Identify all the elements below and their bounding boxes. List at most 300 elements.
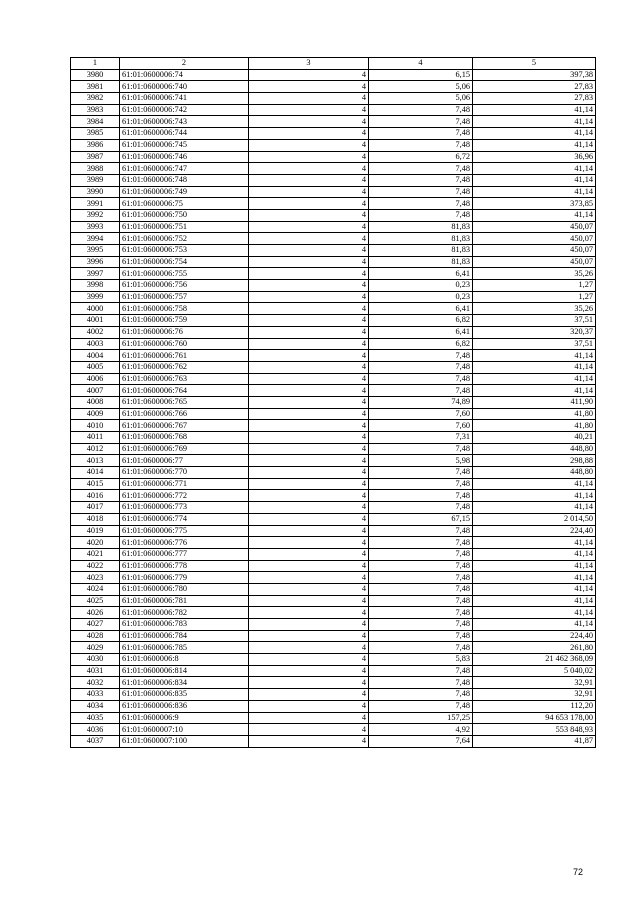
table-row [71, 396, 596, 408]
table-cell-col-1: 4014 [71, 467, 120, 479]
table-cell-col-5: 450,07 [473, 233, 596, 245]
table-cell-col-4: 7,60 [369, 420, 473, 432]
table-cell-col-3: 4 [249, 291, 369, 303]
table-cell-col-1: 3992 [71, 209, 120, 221]
table-cell-col-3: 4 [249, 502, 369, 514]
table-cell-col-3: 4 [249, 619, 369, 631]
table-cell-col-4: 6,82 [369, 338, 473, 350]
table-cell-col-2: 61:01:0600006:779 [120, 572, 249, 584]
data-table [70, 57, 596, 748]
table-cell-col-3: 4 [249, 280, 369, 292]
table-cell-col-2: 61:01:0600006:780 [120, 583, 249, 595]
table-cell-col-5: 41,14 [473, 619, 596, 631]
table-cell-col-3: 4 [249, 595, 369, 607]
table-row [71, 642, 596, 654]
table-cell-col-1: 4016 [71, 490, 120, 502]
table-cell-col-1: 4001 [71, 315, 120, 327]
table-cell-col-5: 411,90 [473, 396, 596, 408]
table-row [71, 490, 596, 502]
table-cell-col-5: 448,80 [473, 467, 596, 479]
table-cell-col-1: 4012 [71, 443, 120, 455]
table-cell-col-1: 4017 [71, 502, 120, 514]
table-row [71, 619, 596, 631]
table-cell-col-2: 61:01:0600006:741 [120, 93, 249, 105]
table-cell-col-3: 4 [249, 560, 369, 572]
table-cell-col-4: 6,41 [369, 303, 473, 315]
table-cell-col-3: 4 [249, 256, 369, 268]
column-header-2: 2 [120, 58, 249, 70]
table-cell-col-1: 4002 [71, 326, 120, 338]
table-cell-col-1: 4036 [71, 724, 120, 736]
table-cell-col-4: 7,48 [369, 174, 473, 186]
table-cell-col-4: 7,48 [369, 163, 473, 175]
table-cell-col-1: 4015 [71, 478, 120, 490]
table-cell-col-2: 61:01:0600006:758 [120, 303, 249, 315]
table-cell-col-2: 61:01:0600006:769 [120, 443, 249, 455]
table-cell-col-5: 41,14 [473, 128, 596, 140]
table-cell-col-4: 5,98 [369, 455, 473, 467]
table-row [71, 256, 596, 268]
table-cell-col-1: 4031 [71, 665, 120, 677]
table-cell-col-4: 7,48 [369, 607, 473, 619]
table-row [71, 443, 596, 455]
table-row [71, 689, 596, 701]
table-cell-col-4: 7,48 [369, 583, 473, 595]
table-row [71, 291, 596, 303]
table-cell-col-5: 397,38 [473, 69, 596, 81]
table-cell-col-1: 4033 [71, 689, 120, 701]
table-cell-col-3: 4 [249, 689, 369, 701]
table-cell-col-1: 4019 [71, 525, 120, 537]
table-cell-col-4: 67,15 [369, 513, 473, 525]
table-row [71, 338, 596, 350]
table-cell-col-4: 81,83 [369, 245, 473, 257]
table-cell-col-2: 61:01:0600006:9 [120, 712, 249, 724]
table-cell-col-2: 61:01:0600006:836 [120, 700, 249, 712]
table-cell-col-3: 4 [249, 338, 369, 350]
table-body [71, 69, 596, 747]
table-cell-col-5: 41,14 [473, 116, 596, 128]
table-cell-col-2: 61:01:0600006:77 [120, 455, 249, 467]
table-cell-col-4: 7,48 [369, 198, 473, 210]
table-cell-col-3: 4 [249, 81, 369, 93]
table-cell-col-3: 4 [249, 420, 369, 432]
table-cell-col-4: 7,48 [369, 665, 473, 677]
table-cell-col-2: 61:01:0600006:770 [120, 467, 249, 479]
table-cell-col-5: 41,80 [473, 420, 596, 432]
table-cell-col-1: 4000 [71, 303, 120, 315]
table-cell-col-5: 27,83 [473, 93, 596, 105]
table-cell-col-2: 61:01:0600006:747 [120, 163, 249, 175]
table-cell-col-5: 35,26 [473, 268, 596, 280]
table-cell-col-5: 41,14 [473, 583, 596, 595]
table-cell-col-2: 61:01:0600006:745 [120, 139, 249, 151]
table-cell-col-1: 3986 [71, 139, 120, 151]
table-cell-col-3: 4 [249, 186, 369, 198]
table-row [71, 69, 596, 81]
table-cell-col-3: 4 [249, 677, 369, 689]
table-cell-col-5: 41,14 [473, 537, 596, 549]
table-cell-col-1: 4029 [71, 642, 120, 654]
table-cell-col-4: 5,06 [369, 81, 473, 93]
table-cell-col-1: 3982 [71, 93, 120, 105]
table-cell-col-2: 61:01:0600006:782 [120, 607, 249, 619]
table-cell-col-3: 4 [249, 455, 369, 467]
table-cell-col-1: 4025 [71, 595, 120, 607]
table-cell-col-2: 61:01:0600006:834 [120, 677, 249, 689]
table-row [71, 209, 596, 221]
table-cell-col-1: 3996 [71, 256, 120, 268]
table-cell-col-5: 41,14 [473, 104, 596, 116]
table-row [71, 139, 596, 151]
table-cell-col-3: 4 [249, 642, 369, 654]
table-cell-col-3: 4 [249, 93, 369, 105]
table-row [71, 303, 596, 315]
table-row [71, 350, 596, 362]
column-header-4: 4 [369, 58, 473, 70]
table-cell-col-4: 7,48 [369, 104, 473, 116]
table-cell-col-3: 4 [249, 373, 369, 385]
table-cell-col-4: 7,48 [369, 373, 473, 385]
table-row [71, 607, 596, 619]
table-cell-col-3: 4 [249, 478, 369, 490]
table-cell-col-1: 4009 [71, 408, 120, 420]
table-cell-col-5: 450,07 [473, 221, 596, 233]
table-cell-col-5: 41,14 [473, 174, 596, 186]
table-cell-col-2: 61:01:0600006:748 [120, 174, 249, 186]
table-row [71, 537, 596, 549]
table-row [71, 361, 596, 373]
table-cell-col-1: 4004 [71, 350, 120, 362]
table-cell-col-2: 61:01:0600006:771 [120, 478, 249, 490]
page-number: 72 [572, 867, 583, 877]
table-cell-col-2: 61:01:0600006:756 [120, 280, 249, 292]
table-cell-col-5: 27,83 [473, 81, 596, 93]
table-row [71, 677, 596, 689]
table-cell-col-2: 61:01:0600006:760 [120, 338, 249, 350]
table-cell-col-4: 7,48 [369, 595, 473, 607]
table-cell-col-3: 4 [249, 104, 369, 116]
table-row [71, 502, 596, 514]
table-row [71, 233, 596, 245]
table-cell-col-1: 3987 [71, 151, 120, 163]
table-cell-col-3: 4 [249, 116, 369, 128]
table-cell-col-2: 61:01:0600006:784 [120, 630, 249, 642]
table-cell-col-1: 4018 [71, 513, 120, 525]
table-cell-col-1: 4013 [71, 455, 120, 467]
table-cell-col-2: 61:01:0600006:752 [120, 233, 249, 245]
table-cell-col-3: 4 [249, 174, 369, 186]
table-cell-col-5: 35,26 [473, 303, 596, 315]
table-row [71, 420, 596, 432]
table-cell-col-5: 261,80 [473, 642, 596, 654]
table-cell-col-5: 298,88 [473, 455, 596, 467]
table-cell-col-2: 61:01:0600006:772 [120, 490, 249, 502]
table-cell-col-2: 61:01:0600006:75 [120, 198, 249, 210]
table-cell-col-3: 4 [249, 139, 369, 151]
table-cell-col-5: 41,14 [473, 548, 596, 560]
table-cell-col-3: 4 [249, 443, 369, 455]
table-cell-col-5: 41,14 [473, 595, 596, 607]
table-cell-col-4: 4,92 [369, 724, 473, 736]
table-cell-col-4: 7,48 [369, 361, 473, 373]
table-cell-col-5: 32,91 [473, 689, 596, 701]
table-cell-col-3: 4 [249, 513, 369, 525]
table-cell-col-2: 61:01:0600006:754 [120, 256, 249, 268]
table-row [71, 735, 596, 747]
table-cell-col-1: 3980 [71, 69, 120, 81]
table-cell-col-3: 4 [249, 209, 369, 221]
table-cell-col-3: 4 [249, 396, 369, 408]
table-cell-col-4: 7,48 [369, 525, 473, 537]
table-row [71, 432, 596, 444]
table-cell-col-3: 4 [249, 361, 369, 373]
table-row [71, 595, 596, 607]
table-cell-col-3: 4 [249, 315, 369, 327]
table-row [71, 513, 596, 525]
table-cell-col-4: 157,25 [369, 712, 473, 724]
table-cell-col-1: 4034 [71, 700, 120, 712]
table-cell-col-5: 448,80 [473, 443, 596, 455]
table-cell-col-2: 61:01:0600006:751 [120, 221, 249, 233]
table-cell-col-1: 4026 [71, 607, 120, 619]
table-cell-col-3: 4 [249, 408, 369, 420]
table-cell-col-3: 4 [249, 525, 369, 537]
table-cell-col-4: 7,48 [369, 619, 473, 631]
table-row [71, 163, 596, 175]
table-row [71, 455, 596, 467]
table-cell-col-4: 81,83 [369, 256, 473, 268]
table-cell-col-1: 4007 [71, 385, 120, 397]
table-cell-col-1: 4028 [71, 630, 120, 642]
table-cell-col-3: 4 [249, 233, 369, 245]
table-cell-col-5: 41,14 [473, 572, 596, 584]
table-cell-col-4: 6,72 [369, 151, 473, 163]
table-row [71, 654, 596, 666]
table-cell-col-5: 32,91 [473, 677, 596, 689]
table-cell-col-4: 7,48 [369, 490, 473, 502]
table-cell-col-5: 2 014,50 [473, 513, 596, 525]
table-row [71, 198, 596, 210]
table-cell-col-2: 61:01:0600006:759 [120, 315, 249, 327]
table-row [71, 315, 596, 327]
table-cell-col-2: 61:01:0600006:750 [120, 209, 249, 221]
table-cell-col-5: 41,14 [473, 186, 596, 198]
table-cell-col-2: 61:01:0600006:773 [120, 502, 249, 514]
table-cell-col-4: 7,60 [369, 408, 473, 420]
table-row [71, 467, 596, 479]
table-cell-col-1: 4024 [71, 583, 120, 595]
table-cell-col-3: 4 [249, 607, 369, 619]
table-cell-col-3: 4 [249, 665, 369, 677]
table-row [71, 186, 596, 198]
table-cell-col-2: 61:01:0600006:757 [120, 291, 249, 303]
table-cell-col-4: 5,06 [369, 93, 473, 105]
table-row [71, 724, 596, 736]
table-cell-col-5: 41,14 [473, 607, 596, 619]
table-cell-col-4: 7,48 [369, 677, 473, 689]
table-cell-col-2: 61:01:0600006:785 [120, 642, 249, 654]
table-cell-col-3: 4 [249, 572, 369, 584]
table-cell-col-2: 61:01:0600006:763 [120, 373, 249, 385]
table-cell-col-2: 61:01:0600006:814 [120, 665, 249, 677]
table-cell-col-3: 4 [249, 630, 369, 642]
table-row [71, 116, 596, 128]
table-cell-col-3: 4 [249, 432, 369, 444]
table-cell-col-2: 61:01:0600006:764 [120, 385, 249, 397]
table-cell-col-4: 7,48 [369, 186, 473, 198]
table-cell-col-5: 41,14 [473, 490, 596, 502]
table-row [71, 280, 596, 292]
table-cell-col-2: 61:01:0600006:768 [120, 432, 249, 444]
table-cell-col-4: 7,48 [369, 209, 473, 221]
table-cell-col-3: 4 [249, 735, 369, 747]
table-cell-col-2: 61:01:0600006:776 [120, 537, 249, 549]
table-cell-col-2: 61:01:0600006:775 [120, 525, 249, 537]
table-cell-col-2: 61:01:0600006:762 [120, 361, 249, 373]
table-cell-col-2: 61:01:0600006:743 [120, 116, 249, 128]
table-cell-col-1: 3991 [71, 198, 120, 210]
table-cell-col-5: 112,20 [473, 700, 596, 712]
column-header-5: 5 [473, 58, 596, 70]
table-cell-col-1: 3998 [71, 280, 120, 292]
table-cell-col-4: 7,48 [369, 467, 473, 479]
table-row [71, 268, 596, 280]
table-cell-col-1: 4035 [71, 712, 120, 724]
table-cell-col-5: 450,07 [473, 256, 596, 268]
table-cell-col-5: 224,40 [473, 525, 596, 537]
table-cell-col-3: 4 [249, 268, 369, 280]
table-cell-col-1: 4003 [71, 338, 120, 350]
table-cell-col-3: 4 [249, 221, 369, 233]
table-cell-col-3: 4 [249, 490, 369, 502]
table-cell-col-5: 37,51 [473, 315, 596, 327]
column-header-3: 3 [249, 58, 369, 70]
table-row [71, 478, 596, 490]
table-cell-col-2: 61:01:0600006:740 [120, 81, 249, 93]
table-cell-col-4: 7,64 [369, 735, 473, 747]
table-cell-col-2: 61:01:0600006:74 [120, 69, 249, 81]
table-cell-col-1: 4037 [71, 735, 120, 747]
table-cell-col-4: 7,48 [369, 630, 473, 642]
table-row [71, 712, 596, 724]
table-cell-col-3: 4 [249, 245, 369, 257]
table-cell-col-5: 41,14 [473, 163, 596, 175]
table-row [71, 548, 596, 560]
table-row [71, 572, 596, 584]
table-cell-col-4: 7,48 [369, 478, 473, 490]
table-cell-col-3: 4 [249, 537, 369, 549]
table-cell-col-5: 1,27 [473, 291, 596, 303]
table-row [71, 525, 596, 537]
table-row [71, 245, 596, 257]
table-row [71, 81, 596, 93]
table-cell-col-3: 4 [249, 467, 369, 479]
column-header-1: 1 [71, 58, 120, 70]
table-cell-col-1: 4020 [71, 537, 120, 549]
table-cell-col-4: 6,15 [369, 69, 473, 81]
table-cell-col-1: 3995 [71, 245, 120, 257]
table-cell-col-2: 61:01:0600006:749 [120, 186, 249, 198]
table-cell-col-4: 5,83 [369, 654, 473, 666]
table-cell-col-1: 4006 [71, 373, 120, 385]
table-cell-col-2: 61:01:0600006:76 [120, 326, 249, 338]
table-cell-col-5: 1,27 [473, 280, 596, 292]
table-cell-col-3: 4 [249, 350, 369, 362]
table-cell-col-2: 61:01:0600006:783 [120, 619, 249, 631]
table-cell-col-2: 61:01:0600006:761 [120, 350, 249, 362]
table-cell-col-1: 3997 [71, 268, 120, 280]
table-row [71, 373, 596, 385]
table-cell-col-4: 7,48 [369, 642, 473, 654]
table-cell-col-1: 4008 [71, 396, 120, 408]
table-cell-col-5: 40,21 [473, 432, 596, 444]
table-cell-col-4: 7,48 [369, 385, 473, 397]
table-cell-col-5: 41,14 [473, 139, 596, 151]
table-cell-col-5: 41,14 [473, 209, 596, 221]
table-cell-col-5: 373,85 [473, 198, 596, 210]
table-cell-col-1: 4027 [71, 619, 120, 631]
table-cell-col-5: 320,37 [473, 326, 596, 338]
table-cell-col-1: 3990 [71, 186, 120, 198]
table-cell-col-5: 41,14 [473, 502, 596, 514]
table-cell-col-4: 7,48 [369, 128, 473, 140]
table-cell-col-1: 4005 [71, 361, 120, 373]
table-cell-col-4: 7,48 [369, 548, 473, 560]
table-cell-col-4: 7,48 [369, 572, 473, 584]
table-cell-col-5: 41,87 [473, 735, 596, 747]
table-cell-col-4: 7,48 [369, 537, 473, 549]
table-cell-col-4: 7,48 [369, 689, 473, 701]
table-cell-col-2: 61:01:0600006:835 [120, 689, 249, 701]
table-cell-col-5: 94 653 178,00 [473, 712, 596, 724]
table-cell-col-1: 3985 [71, 128, 120, 140]
table-cell-col-5: 224,40 [473, 630, 596, 642]
table-cell-col-3: 4 [249, 712, 369, 724]
table-cell-col-2: 61:01:0600006:774 [120, 513, 249, 525]
table-cell-col-2: 61:01:0600006:778 [120, 560, 249, 572]
table-cell-col-2: 61:01:0600006:781 [120, 595, 249, 607]
table-cell-col-2: 61:01:0600006:8 [120, 654, 249, 666]
table-cell-col-5: 36,96 [473, 151, 596, 163]
table-cell-col-4: 0,23 [369, 291, 473, 303]
table-header-row [71, 58, 596, 70]
table-cell-col-1: 4021 [71, 548, 120, 560]
table-cell-col-2: 61:01:0600006:777 [120, 548, 249, 560]
table-cell-col-3: 4 [249, 548, 369, 560]
table-cell-col-3: 4 [249, 326, 369, 338]
table-cell-col-1: 3993 [71, 221, 120, 233]
table-cell-col-1: 4030 [71, 654, 120, 666]
table-cell-col-2: 61:01:0600006:753 [120, 245, 249, 257]
table-cell-col-3: 4 [249, 198, 369, 210]
table-row [71, 408, 596, 420]
table-cell-col-4: 7,48 [369, 139, 473, 151]
table-cell-col-1: 4011 [71, 432, 120, 444]
table-cell-col-3: 4 [249, 724, 369, 736]
table-cell-col-3: 4 [249, 654, 369, 666]
table-row [71, 104, 596, 116]
table-cell-col-5: 553 848,93 [473, 724, 596, 736]
table-cell-col-4: 7,48 [369, 700, 473, 712]
table-cell-col-3: 4 [249, 385, 369, 397]
table-cell-col-4: 6,41 [369, 268, 473, 280]
table-cell-col-2: 61:01:0600006:767 [120, 420, 249, 432]
table-cell-col-2: 61:01:0600006:744 [120, 128, 249, 140]
table-row [71, 665, 596, 677]
table-cell-col-4: 7,48 [369, 116, 473, 128]
table-cell-col-1: 3983 [71, 104, 120, 116]
